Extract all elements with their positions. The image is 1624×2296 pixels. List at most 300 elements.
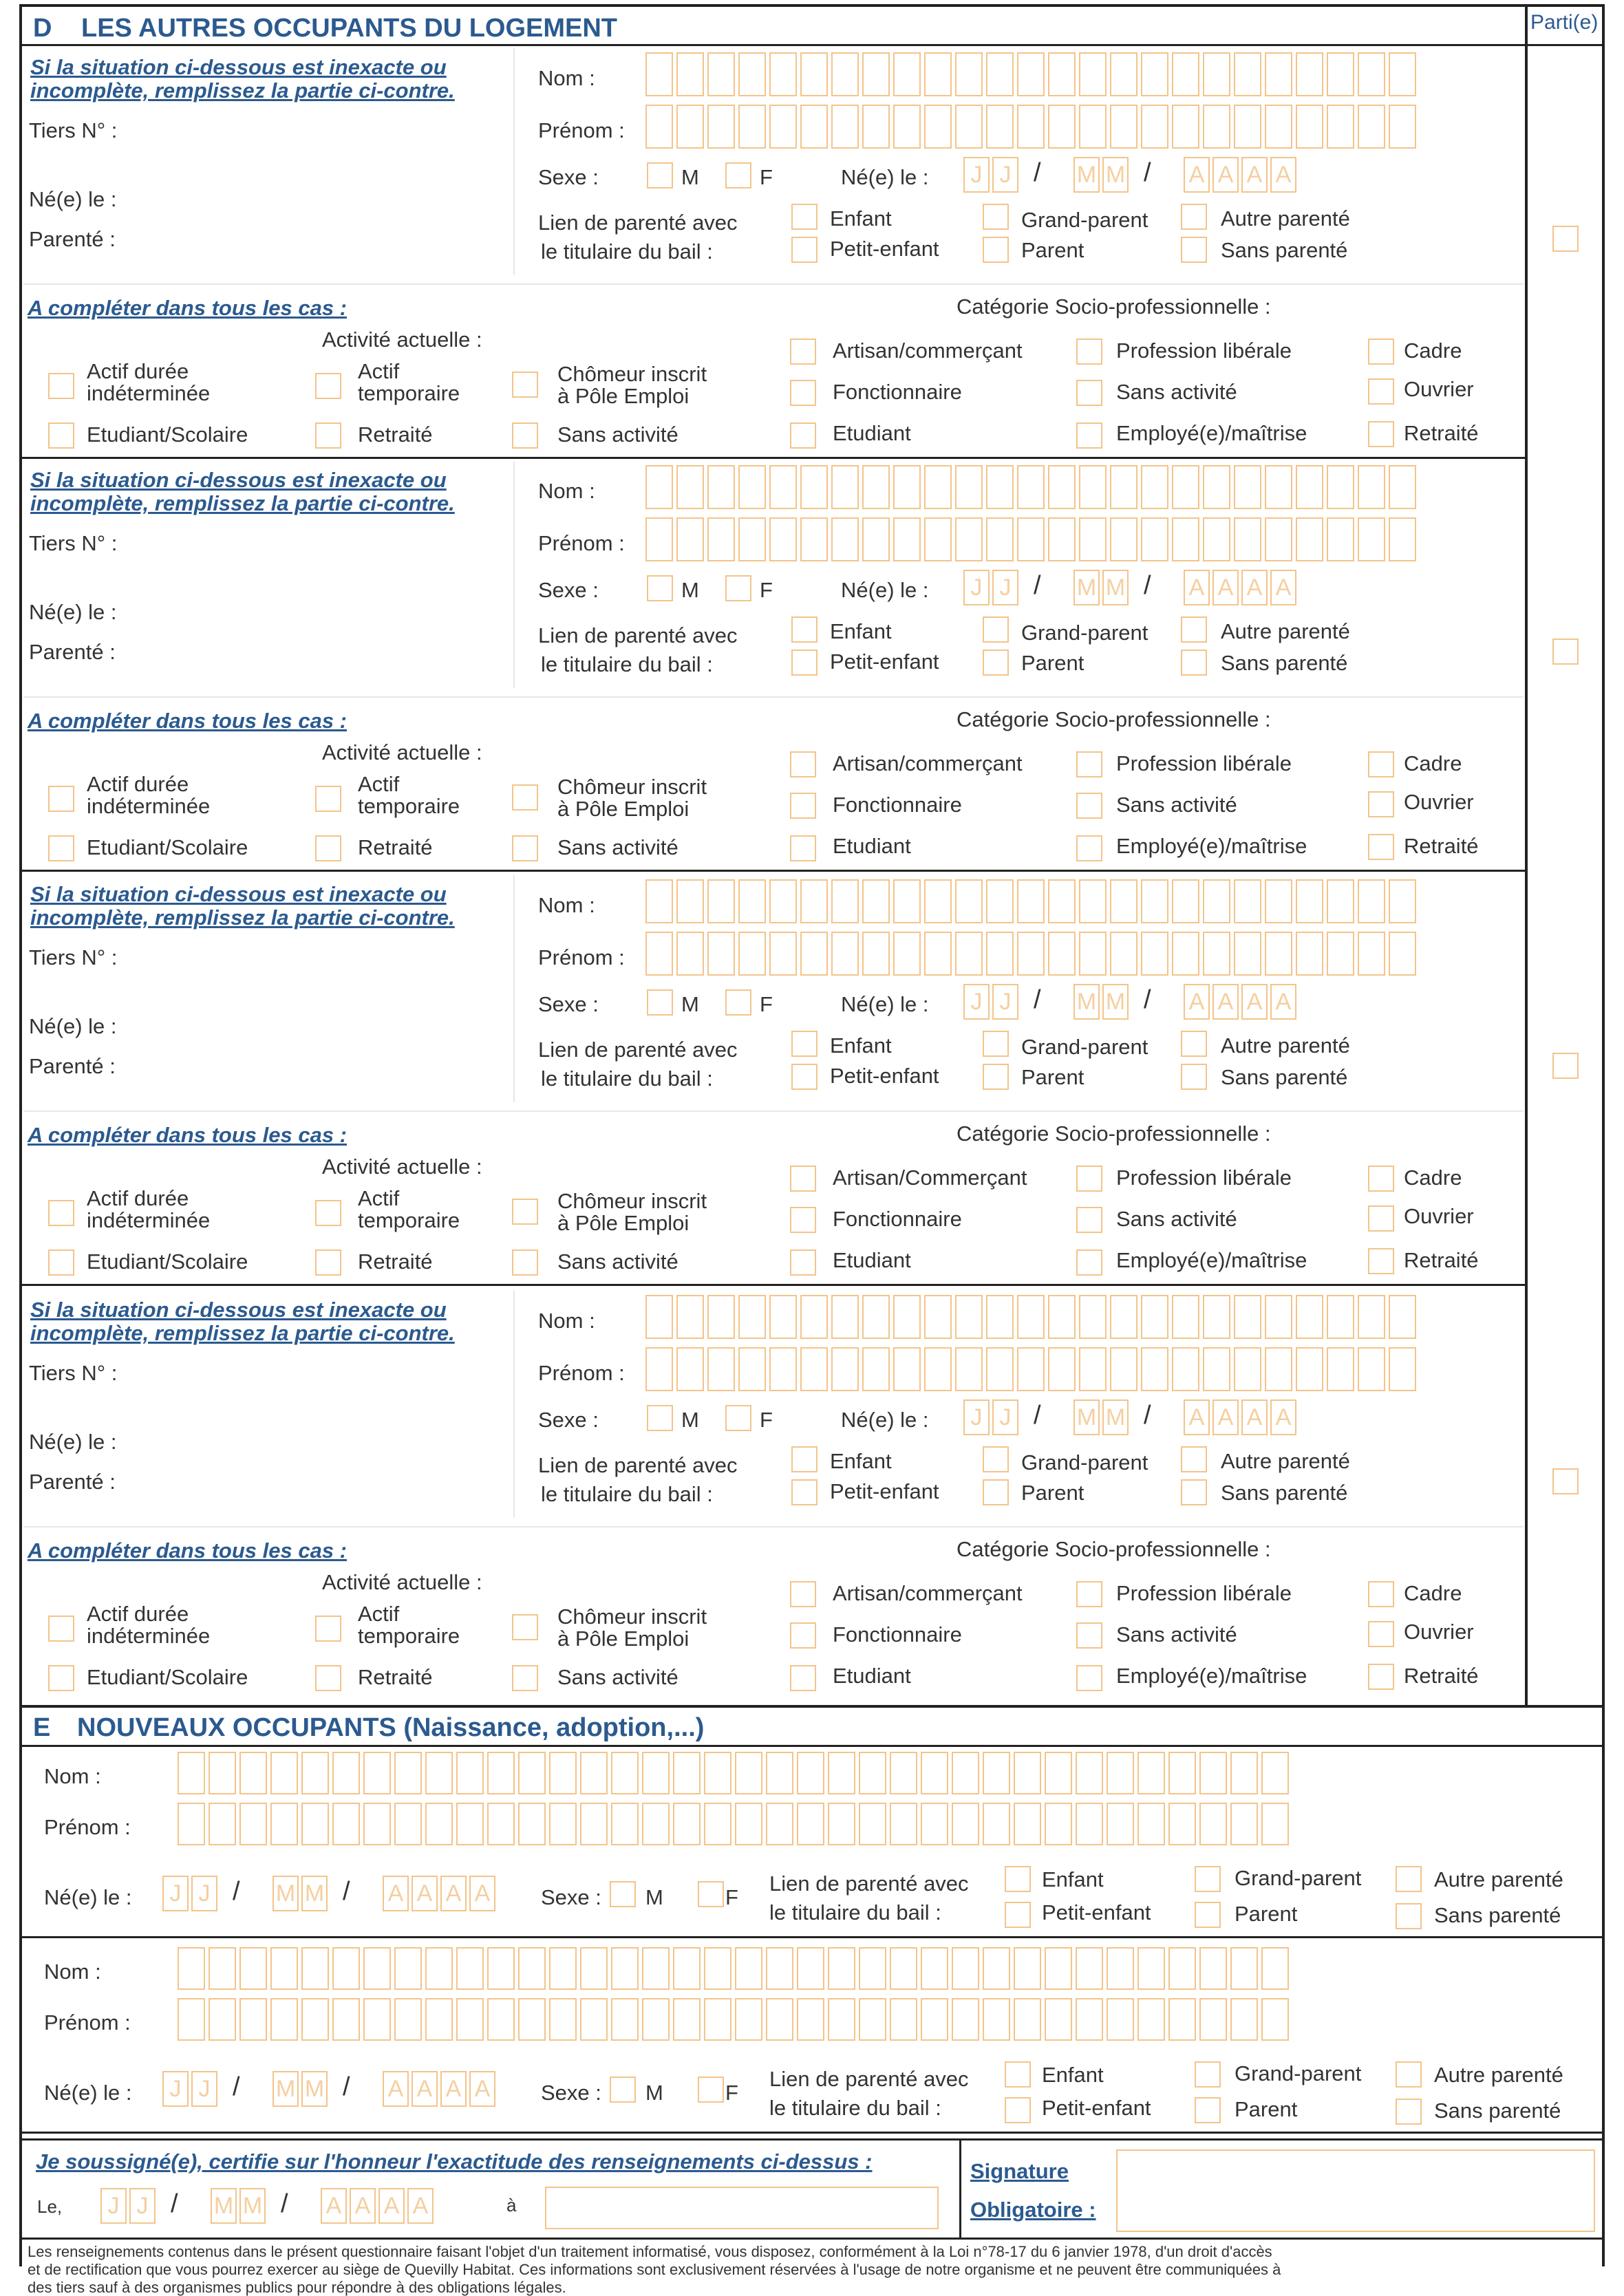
nom-char-box[interactable] bbox=[178, 1752, 205, 1794]
prenom-char-box[interactable] bbox=[425, 1803, 453, 1845]
birthdate-digit[interactable]: J bbox=[963, 984, 990, 1020]
nom-char-box[interactable] bbox=[301, 1752, 329, 1794]
prenom-char-box[interactable] bbox=[1296, 517, 1323, 561]
nom-char-box[interactable] bbox=[893, 465, 921, 509]
prenom-char-box[interactable] bbox=[1199, 1803, 1227, 1845]
prenom-char-box[interactable] bbox=[645, 517, 673, 561]
nom-char-box[interactable] bbox=[769, 1295, 797, 1339]
prenom-char-box[interactable] bbox=[766, 1803, 793, 1845]
nom-char-box[interactable] bbox=[673, 1947, 701, 1990]
nom-char-box[interactable] bbox=[1110, 465, 1137, 509]
prenom-char-box[interactable] bbox=[831, 1347, 859, 1391]
cadre-checkbox[interactable] bbox=[1368, 751, 1394, 777]
actif-duree-checkbox[interactable] bbox=[48, 1200, 74, 1226]
nom-char-box[interactable] bbox=[518, 1947, 546, 1990]
prenom-char-box[interactable] bbox=[549, 1998, 577, 2041]
chomeur-checkbox[interactable] bbox=[512, 1614, 538, 1640]
nom-char-box[interactable] bbox=[1199, 1752, 1227, 1794]
nom-char-box[interactable] bbox=[1045, 1752, 1072, 1794]
nom-char-box[interactable] bbox=[831, 1295, 859, 1339]
sans-activite-csp-checkbox[interactable] bbox=[1076, 1207, 1102, 1233]
nom-char-box[interactable] bbox=[1203, 1295, 1230, 1339]
nom-char-box[interactable] bbox=[363, 1947, 391, 1990]
prenom-char-box[interactable] bbox=[986, 517, 1014, 561]
signature-date-digit[interactable]: J bbox=[100, 2188, 127, 2224]
etudiant-checkbox[interactable] bbox=[790, 835, 816, 861]
prenom-char-box[interactable] bbox=[270, 1998, 298, 2041]
nom-char-box[interactable] bbox=[239, 1752, 267, 1794]
prenom-char-box[interactable] bbox=[178, 1803, 205, 1845]
enfant-checkbox[interactable] bbox=[791, 204, 818, 230]
prenom-char-box[interactable] bbox=[394, 1998, 422, 2041]
grand-parent-checkbox[interactable] bbox=[983, 1446, 1009, 1472]
sexe-m-checkbox[interactable] bbox=[610, 2077, 636, 2103]
birthdate-digit[interactable]: A bbox=[1184, 157, 1210, 193]
autre-parente-checkbox[interactable] bbox=[1181, 1031, 1207, 1057]
nom-char-box[interactable] bbox=[924, 879, 952, 923]
prenom-char-box[interactable] bbox=[1107, 1998, 1134, 2041]
nom-char-box[interactable] bbox=[1265, 465, 1292, 509]
nom-char-box[interactable] bbox=[332, 1752, 360, 1794]
nom-char-box[interactable] bbox=[549, 1947, 577, 1990]
nom-char-box[interactable] bbox=[1327, 465, 1354, 509]
partie-checkbox[interactable] bbox=[1552, 226, 1579, 252]
parent-checkbox[interactable] bbox=[983, 1064, 1009, 1090]
nom-char-box[interactable] bbox=[642, 1752, 670, 1794]
prenom-char-box[interactable] bbox=[1265, 517, 1292, 561]
prenom-char-box[interactable] bbox=[1137, 1998, 1165, 2041]
prenom-char-box[interactable] bbox=[1048, 105, 1076, 149]
etudiant-checkbox[interactable] bbox=[790, 1249, 816, 1276]
birthdate-digit[interactable]: A bbox=[1241, 984, 1268, 1020]
nom-char-box[interactable] bbox=[1137, 1947, 1165, 1990]
partie-checkbox[interactable] bbox=[1552, 639, 1579, 665]
prenom-char-box[interactable] bbox=[676, 1347, 704, 1391]
prenom-char-box[interactable] bbox=[862, 1347, 890, 1391]
nom-char-box[interactable] bbox=[769, 465, 797, 509]
prenom-char-box[interactable] bbox=[1389, 1347, 1416, 1391]
birthdate-digit[interactable]: A bbox=[1184, 1399, 1210, 1435]
prenom-char-box[interactable] bbox=[738, 517, 766, 561]
signature-date-digit[interactable]: M bbox=[211, 2188, 237, 2224]
nom-char-box[interactable] bbox=[800, 1295, 828, 1339]
sans-activite-checkbox[interactable] bbox=[512, 422, 538, 449]
nom-char-box[interactable] bbox=[1296, 465, 1323, 509]
nom-char-box[interactable] bbox=[1172, 52, 1199, 96]
prenom-char-box[interactable] bbox=[487, 1998, 515, 2041]
prenom-char-box[interactable] bbox=[1045, 1998, 1072, 2041]
prenom-char-box[interactable] bbox=[921, 1803, 948, 1845]
partie-checkbox[interactable] bbox=[1552, 1468, 1579, 1494]
prenom-char-box[interactable] bbox=[924, 1347, 952, 1391]
birthdate-digit[interactable]: M bbox=[273, 2071, 299, 2107]
nom-char-box[interactable] bbox=[800, 879, 828, 923]
signature-date-digit[interactable]: J bbox=[129, 2188, 156, 2224]
grand-parent-checkbox[interactable] bbox=[1195, 1866, 1221, 1892]
nom-char-box[interactable] bbox=[955, 52, 983, 96]
nom-char-box[interactable] bbox=[1141, 1295, 1168, 1339]
nom-char-box[interactable] bbox=[425, 1947, 453, 1990]
nom-char-box[interactable] bbox=[1327, 52, 1354, 96]
nom-char-box[interactable] bbox=[1358, 52, 1385, 96]
nom-char-box[interactable] bbox=[738, 879, 766, 923]
nom-char-box[interactable] bbox=[1110, 52, 1137, 96]
fonctionnaire-checkbox[interactable] bbox=[790, 1207, 816, 1233]
nom-char-box[interactable] bbox=[1389, 52, 1416, 96]
nom-char-box[interactable] bbox=[1389, 1295, 1416, 1339]
prenom-char-box[interactable] bbox=[704, 1998, 731, 2041]
prenom-char-box[interactable] bbox=[645, 105, 673, 149]
birthdate-digit[interactable]: A bbox=[1241, 157, 1268, 193]
grand-parent-checkbox[interactable] bbox=[1195, 2061, 1221, 2088]
enfant-checkbox[interactable] bbox=[1005, 1866, 1031, 1892]
sexe-f-checkbox[interactable] bbox=[725, 1405, 751, 1431]
retraite-csp-checkbox[interactable] bbox=[1368, 421, 1394, 447]
prenom-char-box[interactable] bbox=[1261, 1998, 1289, 2041]
prenom-char-box[interactable] bbox=[1110, 1347, 1137, 1391]
prenom-char-box[interactable] bbox=[955, 517, 983, 561]
nom-char-box[interactable] bbox=[797, 1752, 824, 1794]
nom-char-box[interactable] bbox=[1296, 879, 1323, 923]
prenom-char-box[interactable] bbox=[301, 1803, 329, 1845]
nom-char-box[interactable] bbox=[676, 879, 704, 923]
cadre-checkbox[interactable] bbox=[1368, 339, 1394, 365]
retraite-checkbox[interactable] bbox=[315, 1249, 341, 1276]
birthdate-digit[interactable]: J bbox=[992, 984, 1018, 1020]
autre-parente-checkbox[interactable] bbox=[1181, 1446, 1207, 1472]
sans-parente-checkbox[interactable] bbox=[1396, 2099, 1422, 2125]
prenom-char-box[interactable] bbox=[859, 1803, 886, 1845]
nom-char-box[interactable] bbox=[1230, 1947, 1258, 1990]
nom-char-box[interactable] bbox=[859, 1752, 886, 1794]
nom-char-box[interactable] bbox=[1172, 879, 1199, 923]
nom-char-box[interactable] bbox=[707, 879, 735, 923]
prenom-char-box[interactable] bbox=[893, 517, 921, 561]
prenom-char-box[interactable] bbox=[611, 1803, 639, 1845]
nom-char-box[interactable] bbox=[1168, 1752, 1196, 1794]
prenom-char-box[interactable] bbox=[1079, 1347, 1107, 1391]
nom-char-box[interactable] bbox=[955, 1295, 983, 1339]
nom-char-box[interactable] bbox=[955, 465, 983, 509]
nom-char-box[interactable] bbox=[924, 52, 952, 96]
nom-char-box[interactable] bbox=[332, 1947, 360, 1990]
birthdate-digit[interactable]: A bbox=[1270, 1399, 1296, 1435]
prenom-char-box[interactable] bbox=[1017, 517, 1045, 561]
birthdate-digit[interactable]: A bbox=[440, 2071, 467, 2107]
artisan-checkbox[interactable] bbox=[790, 339, 816, 365]
prenom-char-box[interactable] bbox=[1265, 1347, 1292, 1391]
prenom-char-box[interactable] bbox=[1265, 105, 1292, 149]
sans-activite-csp-checkbox[interactable] bbox=[1076, 380, 1102, 406]
prenom-char-box[interactable] bbox=[831, 932, 859, 976]
nom-char-box[interactable] bbox=[1261, 1947, 1289, 1990]
nom-char-box[interactable] bbox=[1265, 1295, 1292, 1339]
prenom-char-box[interactable] bbox=[1110, 105, 1137, 149]
employe-checkbox[interactable] bbox=[1076, 1665, 1102, 1691]
prenom-char-box[interactable] bbox=[642, 1803, 670, 1845]
autre-parente-checkbox[interactable] bbox=[1396, 2061, 1422, 2088]
nom-char-box[interactable] bbox=[924, 465, 952, 509]
nom-char-box[interactable] bbox=[394, 1752, 422, 1794]
nom-char-box[interactable] bbox=[986, 1295, 1014, 1339]
sexe-f-checkbox[interactable] bbox=[725, 162, 751, 189]
nom-char-box[interactable] bbox=[924, 1295, 952, 1339]
prenom-char-box[interactable] bbox=[1234, 517, 1261, 561]
birthdate-digit[interactable]: A bbox=[1212, 1399, 1239, 1435]
nom-char-box[interactable] bbox=[270, 1752, 298, 1794]
cadre-checkbox[interactable] bbox=[1368, 1166, 1394, 1192]
prenom-char-box[interactable] bbox=[1172, 517, 1199, 561]
profession-liberale-checkbox[interactable] bbox=[1076, 751, 1102, 777]
nom-char-box[interactable] bbox=[611, 1947, 639, 1990]
nom-char-box[interactable] bbox=[983, 1947, 1010, 1990]
nom-char-box[interactable] bbox=[890, 1752, 917, 1794]
prenom-char-box[interactable] bbox=[828, 1998, 855, 2041]
prenom-char-box[interactable] bbox=[1296, 105, 1323, 149]
nom-char-box[interactable] bbox=[645, 879, 673, 923]
prenom-char-box[interactable] bbox=[769, 1347, 797, 1391]
profession-liberale-checkbox[interactable] bbox=[1076, 339, 1102, 365]
nom-char-box[interactable] bbox=[178, 1947, 205, 1990]
birthdate-digit[interactable]: A bbox=[1270, 157, 1296, 193]
sexe-m-checkbox[interactable] bbox=[647, 989, 673, 1016]
actif-temporaire-checkbox[interactable] bbox=[315, 1200, 341, 1226]
prenom-char-box[interactable] bbox=[645, 932, 673, 976]
prenom-char-box[interactable] bbox=[239, 1998, 267, 2041]
fonctionnaire-checkbox[interactable] bbox=[790, 380, 816, 406]
prenom-char-box[interactable] bbox=[893, 105, 921, 149]
prenom-char-box[interactable] bbox=[1141, 517, 1168, 561]
profession-liberale-checkbox[interactable] bbox=[1076, 1166, 1102, 1192]
etudiant-scolaire-checkbox[interactable] bbox=[48, 835, 74, 861]
profession-liberale-checkbox[interactable] bbox=[1076, 1581, 1102, 1607]
petit-enfant-checkbox[interactable] bbox=[791, 1064, 818, 1090]
nom-char-box[interactable] bbox=[1234, 52, 1261, 96]
nom-char-box[interactable] bbox=[209, 1947, 236, 1990]
nom-char-box[interactable] bbox=[1141, 879, 1168, 923]
prenom-char-box[interactable] bbox=[1358, 517, 1385, 561]
nom-char-box[interactable] bbox=[1137, 1752, 1165, 1794]
prenom-char-box[interactable] bbox=[955, 932, 983, 976]
prenom-char-box[interactable] bbox=[831, 105, 859, 149]
nom-char-box[interactable] bbox=[1017, 1295, 1045, 1339]
ouvrier-checkbox[interactable] bbox=[1368, 1205, 1394, 1232]
nom-char-box[interactable] bbox=[1199, 1947, 1227, 1990]
prenom-char-box[interactable] bbox=[1076, 1803, 1103, 1845]
nom-char-box[interactable] bbox=[394, 1947, 422, 1990]
retraite-csp-checkbox[interactable] bbox=[1368, 834, 1394, 860]
prenom-char-box[interactable] bbox=[1389, 105, 1416, 149]
nom-char-box[interactable] bbox=[1076, 1752, 1103, 1794]
petit-enfant-checkbox[interactable] bbox=[1005, 1902, 1031, 1928]
prenom-char-box[interactable] bbox=[800, 932, 828, 976]
prenom-char-box[interactable] bbox=[645, 1347, 673, 1391]
prenom-char-box[interactable] bbox=[1141, 932, 1168, 976]
prenom-char-box[interactable] bbox=[862, 932, 890, 976]
prenom-char-box[interactable] bbox=[1261, 1803, 1289, 1845]
birthdate-digit[interactable]: A bbox=[1212, 157, 1239, 193]
prenom-char-box[interactable] bbox=[1048, 517, 1076, 561]
prenom-char-box[interactable] bbox=[1358, 105, 1385, 149]
prenom-char-box[interactable] bbox=[735, 1803, 762, 1845]
prenom-char-box[interactable] bbox=[1141, 1347, 1168, 1391]
nom-char-box[interactable] bbox=[1107, 1947, 1134, 1990]
prenom-char-box[interactable] bbox=[518, 1803, 546, 1845]
prenom-char-box[interactable] bbox=[363, 1998, 391, 2041]
birthdate-digit[interactable]: J bbox=[992, 570, 1018, 605]
prenom-char-box[interactable] bbox=[738, 1347, 766, 1391]
prenom-char-box[interactable] bbox=[611, 1998, 639, 2041]
birthdate-digit[interactable]: A bbox=[1270, 984, 1296, 1020]
prenom-char-box[interactable] bbox=[1172, 105, 1199, 149]
parent-checkbox[interactable] bbox=[1195, 2097, 1221, 2123]
prenom-char-box[interactable] bbox=[952, 1803, 979, 1845]
nom-char-box[interactable] bbox=[645, 52, 673, 96]
birthdate-digit[interactable]: M bbox=[1102, 570, 1129, 605]
etudiant-scolaire-checkbox[interactable] bbox=[48, 1665, 74, 1691]
prenom-char-box[interactable] bbox=[676, 932, 704, 976]
prenom-char-box[interactable] bbox=[800, 105, 828, 149]
prenom-char-box[interactable] bbox=[1172, 932, 1199, 976]
nom-char-box[interactable] bbox=[1048, 879, 1076, 923]
prenom-char-box[interactable] bbox=[1107, 1803, 1134, 1845]
prenom-char-box[interactable] bbox=[1079, 932, 1107, 976]
artisan-checkbox[interactable] bbox=[790, 1581, 816, 1607]
autre-parente-checkbox[interactable] bbox=[1181, 616, 1207, 643]
prenom-char-box[interactable] bbox=[955, 1347, 983, 1391]
nom-char-box[interactable] bbox=[1168, 1947, 1196, 1990]
autre-parente-checkbox[interactable] bbox=[1396, 1866, 1422, 1892]
nom-char-box[interactable] bbox=[645, 465, 673, 509]
chomeur-checkbox[interactable] bbox=[512, 784, 538, 811]
nom-char-box[interactable] bbox=[704, 1752, 731, 1794]
birthdate-digit[interactable]: A bbox=[1184, 984, 1210, 1020]
retraite-checkbox[interactable] bbox=[315, 1665, 341, 1691]
nom-char-box[interactable] bbox=[487, 1752, 515, 1794]
prenom-char-box[interactable] bbox=[456, 1803, 484, 1845]
nom-char-box[interactable] bbox=[1017, 52, 1045, 96]
prenom-char-box[interactable] bbox=[707, 517, 735, 561]
prenom-char-box[interactable] bbox=[1358, 1347, 1385, 1391]
nom-char-box[interactable] bbox=[1230, 1752, 1258, 1794]
prenom-char-box[interactable] bbox=[707, 105, 735, 149]
prenom-char-box[interactable] bbox=[239, 1803, 267, 1845]
etudiant-checkbox[interactable] bbox=[790, 422, 816, 449]
prenom-char-box[interactable] bbox=[1327, 517, 1354, 561]
parent-checkbox[interactable] bbox=[1195, 1902, 1221, 1928]
nom-char-box[interactable] bbox=[986, 465, 1014, 509]
prenom-char-box[interactable] bbox=[983, 1998, 1010, 2041]
retraite-checkbox[interactable] bbox=[315, 422, 341, 449]
nom-char-box[interactable] bbox=[645, 1295, 673, 1339]
prenom-char-box[interactable] bbox=[1203, 932, 1230, 976]
prenom-char-box[interactable] bbox=[1203, 517, 1230, 561]
etudiant-scolaire-checkbox[interactable] bbox=[48, 1249, 74, 1276]
birthdate-digit[interactable]: A bbox=[469, 2071, 495, 2107]
sans-parente-checkbox[interactable] bbox=[1181, 650, 1207, 676]
prenom-char-box[interactable] bbox=[1017, 105, 1045, 149]
nom-char-box[interactable] bbox=[986, 879, 1014, 923]
prenom-char-box[interactable] bbox=[1172, 1347, 1199, 1391]
nom-char-box[interactable] bbox=[859, 1947, 886, 1990]
birthdate-digit[interactable]: A bbox=[1212, 984, 1239, 1020]
prenom-char-box[interactable] bbox=[738, 105, 766, 149]
nom-char-box[interactable] bbox=[1076, 1947, 1103, 1990]
prenom-char-box[interactable] bbox=[800, 1347, 828, 1391]
prenom-char-box[interactable] bbox=[425, 1998, 453, 2041]
birthdate-digit[interactable]: M bbox=[301, 1876, 328, 1911]
sexe-m-checkbox[interactable] bbox=[647, 1405, 673, 1431]
birthdate-digit[interactable]: J bbox=[963, 570, 990, 605]
prenom-char-box[interactable] bbox=[1203, 1347, 1230, 1391]
birthdate-digit[interactable]: M bbox=[1073, 157, 1100, 193]
chomeur-checkbox[interactable] bbox=[512, 1199, 538, 1225]
prenom-char-box[interactable] bbox=[828, 1803, 855, 1845]
birthdate-digit[interactable]: J bbox=[191, 1876, 217, 1911]
prenom-char-box[interactable] bbox=[1358, 932, 1385, 976]
nom-char-box[interactable] bbox=[1327, 879, 1354, 923]
prenom-char-box[interactable] bbox=[890, 1998, 917, 2041]
grand-parent-checkbox[interactable] bbox=[983, 616, 1009, 643]
nom-char-box[interactable] bbox=[1107, 1752, 1134, 1794]
sexe-m-checkbox[interactable] bbox=[610, 1881, 636, 1907]
prenom-char-box[interactable] bbox=[456, 1998, 484, 2041]
nom-char-box[interactable] bbox=[893, 52, 921, 96]
nom-char-box[interactable] bbox=[1110, 1295, 1137, 1339]
birthdate-digit[interactable]: J bbox=[963, 157, 990, 193]
autre-parente-checkbox[interactable] bbox=[1181, 204, 1207, 230]
prenom-char-box[interactable] bbox=[1327, 1347, 1354, 1391]
prenom-char-box[interactable] bbox=[394, 1803, 422, 1845]
enfant-checkbox[interactable] bbox=[1005, 2061, 1031, 2088]
prenom-char-box[interactable] bbox=[1110, 932, 1137, 976]
prenom-char-box[interactable] bbox=[890, 1803, 917, 1845]
nom-char-box[interactable] bbox=[766, 1752, 793, 1794]
prenom-char-box[interactable] bbox=[1327, 105, 1354, 149]
etudiant-scolaire-checkbox[interactable] bbox=[48, 422, 74, 449]
prenom-char-box[interactable] bbox=[1076, 1998, 1103, 2041]
prenom-char-box[interactable] bbox=[707, 932, 735, 976]
nom-char-box[interactable] bbox=[1265, 52, 1292, 96]
nom-char-box[interactable] bbox=[239, 1947, 267, 1990]
ouvrier-checkbox[interactable] bbox=[1368, 1621, 1394, 1647]
nom-char-box[interactable] bbox=[831, 879, 859, 923]
petit-enfant-checkbox[interactable] bbox=[791, 1479, 818, 1505]
prenom-char-box[interactable] bbox=[642, 1998, 670, 2041]
nom-char-box[interactable] bbox=[831, 465, 859, 509]
nom-char-box[interactable] bbox=[800, 465, 828, 509]
parent-checkbox[interactable] bbox=[983, 1479, 1009, 1505]
nom-char-box[interactable] bbox=[769, 879, 797, 923]
actif-duree-checkbox[interactable] bbox=[48, 1616, 74, 1642]
prenom-char-box[interactable] bbox=[1234, 932, 1261, 976]
nom-char-box[interactable] bbox=[735, 1947, 762, 1990]
fonctionnaire-checkbox[interactable] bbox=[790, 1622, 816, 1649]
prenom-char-box[interactable] bbox=[797, 1803, 824, 1845]
prenom-char-box[interactable] bbox=[676, 105, 704, 149]
prenom-char-box[interactable] bbox=[862, 517, 890, 561]
birthdate-digit[interactable]: A bbox=[1241, 570, 1268, 605]
prenom-char-box[interactable] bbox=[893, 932, 921, 976]
birthdate-digit[interactable]: M bbox=[1102, 984, 1129, 1020]
birthdate-digit[interactable]: J bbox=[191, 2071, 217, 2107]
nom-char-box[interactable] bbox=[676, 1295, 704, 1339]
prenom-char-box[interactable] bbox=[1137, 1803, 1165, 1845]
prenom-char-box[interactable] bbox=[1017, 1347, 1045, 1391]
birthdate-digit[interactable]: M bbox=[1102, 1399, 1129, 1435]
nom-char-box[interactable] bbox=[952, 1752, 979, 1794]
birthdate-digit[interactable]: A bbox=[1184, 570, 1210, 605]
